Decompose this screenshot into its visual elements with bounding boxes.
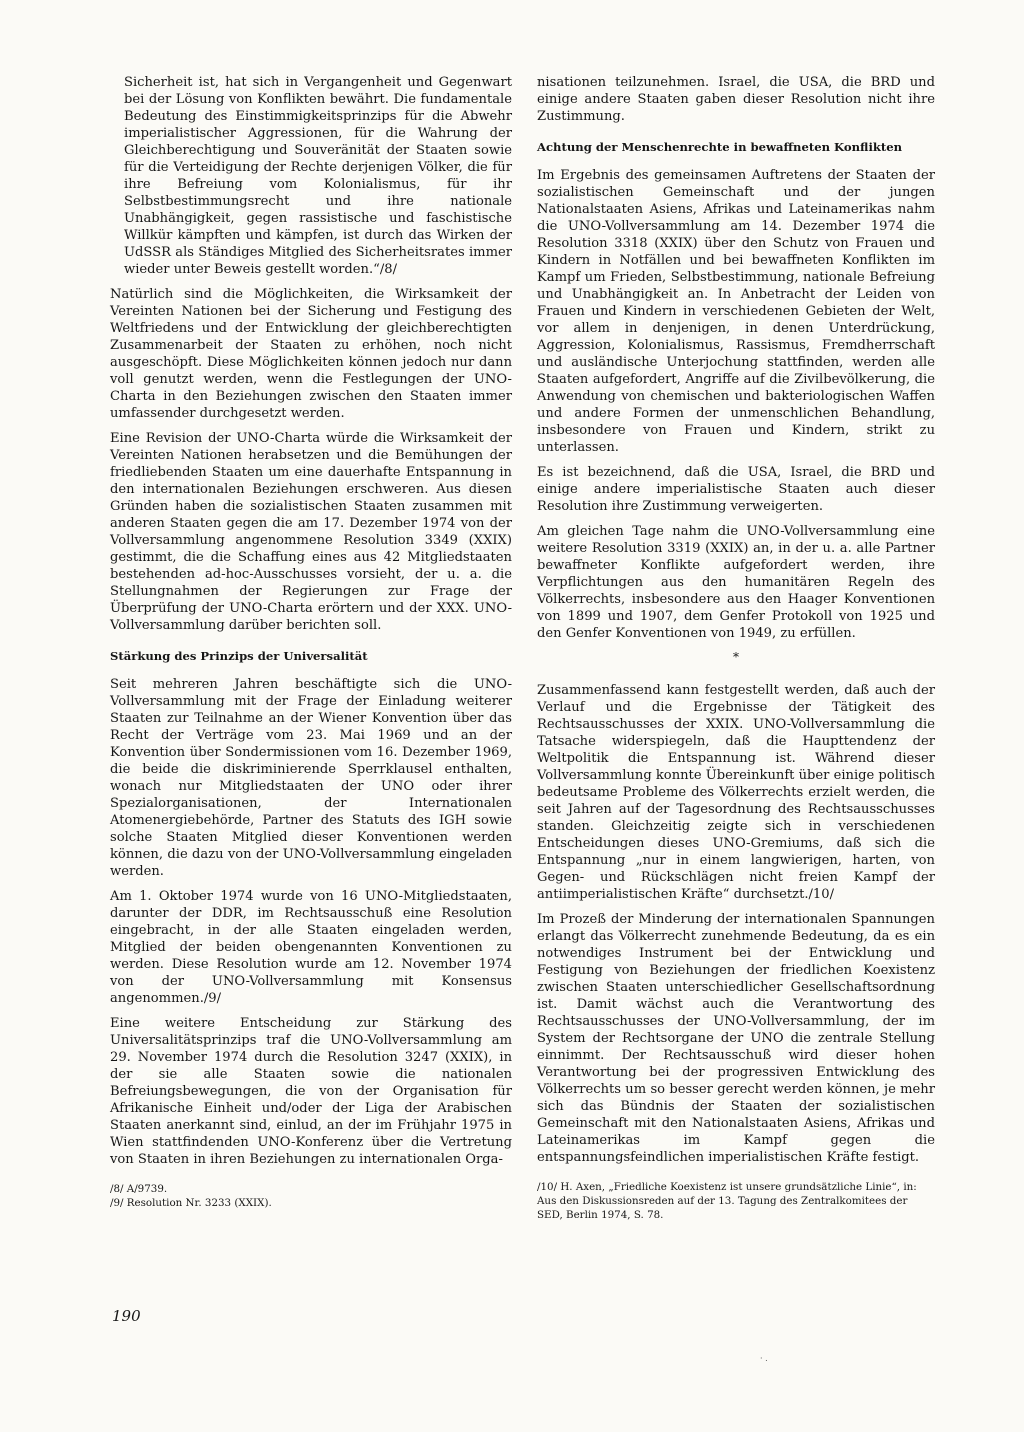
paragraph-quote-continuation: Sicherheit ist, hat sich in Vergangenheit und Gegenwart bei der Lösung von Konflikten bewährt. Die fundamentale Bedeutung des Einstimmigkeitsprinzips für die Abwehr imperialistischer Aggressionen, für die Wahrung der Gleichberechtigung und Souveränität der Staaten sowie für die Verteidigung der Rechte derjenigen Völker, die für ihre Befreiung vom Kolonialismus, für ihr Selbstbestimmungsrecht und ihre nationale Unabhängigkeit, gegen rassistische und faschistische Willkür kämpften und kämpfen, ist durch das Wirken der UdSSR als Ständiges Mitglied des Sicherheitsrates immer wieder unter Beweis gestellt worden.“/8/ bbox=[124, 75, 512, 277]
scan-speck: · . bbox=[760, 1354, 768, 1363]
paragraph: Am 1. Oktober 1974 wurde von 16 UNO-Mitgliedstaaten, darunter der DDR, im Rechtsausschuß eine Resolution eingebracht, in der alle Staaten eingeladen werden, Mitglied der beiden obengenannten Konventionen zu werden. Diese Resolution wurde am 12. November 1974 von der UNO-Vollversammlung mit Konsensus angenommen./9/ bbox=[110, 889, 512, 1006]
paragraph: Am gleichen Tage nahm die UNO-Vollversammlung eine weitere Resolution 3319 (XXIX) an, in der u. a. alle Partner bewaffneter Konflikte aufgefordert werden, ihre Verpflichtungen aus den humanitären Regeln des Völkerrechts, insbesondere aus den Haager Konventionen von 1899 und 1907, dem Genfer Protokoll von 1925 und den Genfer Konventionen von 1949, zu erfüllen. bbox=[537, 524, 935, 641]
paragraph: Zusammenfassend kann festgestellt werden, daß auch der Verlauf und die Ergebnisse der Tätigkeit des Rechtsausschusses der XXIX. UNO-Vollversammlung die Tatsache widerspiegeln, daß die Haupttendenz der Weltpolitik die Entspannung ist. Während dieser Vollversammlung konnte Übereinkunft über einige politisch bedeutsame Probleme des Völkerrechts erzielt werden, die seit Jahren auf der Tagesordnung des Rechtsausschusses standen. Gleichzeitig zeigte sich in verschiedenen Entscheidungen dieses UNO-Gremiums, daß sich die Entspannung „nur in einem langwierigen, harten, von Gegen- und Rückschlägen nicht freien Kampf der antiimperialistischen Kräfte“ durchsetzt./10/ bbox=[537, 683, 936, 902]
right-column bbox=[537, 74, 935, 1222]
footnote-9: /9/ Resolution Nr. 3233 (XXIX). bbox=[110, 1197, 272, 1209]
page-number: 190 bbox=[112, 1307, 141, 1325]
paragraph: Eine weitere Entscheidung zur Stärkung des Universalitätsprinzips traf die UNO-Vollversammlung am 29. November 1974 durch die Resolution 3247 (XXIX), in der sie alle Staaten sowie die nationalen Befreiungsbewegungen, die von der Organisation für Afrikanische Einheit und/oder der Liga der Arabischen Staaten anerkannt sind, einlud, an der im Frühjahr 1975 in Wien stattfindenden UNO-Konferenz über die Vertretung von Staaten in ihren Beziehungen zu internationalen Orga- bbox=[110, 1016, 512, 1167]
paragraph-continuation: nisationen teilzunehmen. Israel, die USA, die BRD und einige andere Staaten gaben dieser Resolution nicht ihre Zustimmung. bbox=[537, 75, 935, 124]
section-separator: * bbox=[733, 650, 739, 664]
paragraph: Im Ergebnis des gemeinsamen Auftretens der Staaten der sozialistischen Gemeinschaft und der jungen Nationalstaaten Asiens, Afrikas und Lateinamerikas nahm die UNO-Vollversammlung am 14. Dezember 1974 die Resolution 3318 (XXIX) über den Schutz von Frauen und Kindern in Notfällen und bei bewaffneten Konflikten im Kampf um Frieden, Selbstbestimmung, nationale Befreiung und Unabhängigkeit an. In Anbetracht der Leiden von Frauen und Kindern in verschiedenen Gebieten der Welt, vor allem in denjenigen, in denen Unterdrückung, Aggression, Kolonialismus, Rassismus, Fremdherrschaft und ausländische Unterjochung stattfinden, werden alle Staaten aufgefordert, Angriffe auf die Zivilbevölkerung, die Anwendung von chemischen und bakteriologischen Waffen und andere Formen der unmenschlichen Behandlung, insbesondere von Frauen und Kindern, strikt zu unterlassen. bbox=[537, 168, 935, 455]
paragraph: Seit mehreren Jahren beschäftigte sich die UNO-Vollversammlung mit der Frage der Einladung weiterer Staaten zur Teilnahme an der Wiener Konvention über das Recht der Verträge vom 23. Mai 1969 und an der Konvention über Sondermissionen vom 16. Dezember 1969, die beide die diskriminierende Sperrklausel enthalten, wonach nur Mitgliedstaaten der UNO oder ihrer Spezialorganisationen, der Internationalen Atomenergiebehörde, Partner des Statuts des IGH sowie solche Staaten Mitglied dieser Konventionen werden können, die dazu von der UNO-Vollversammlung eingeladen werden. bbox=[110, 677, 512, 879]
paragraph: Natürlich sind die Möglichkeiten, die Wirksamkeit der Vereinten Nationen bei der Sicherung und Festigung des Weltfriedens und der Entwicklung der gleichberechtigten Zusammenarbeit der Staaten zu erhöhen, noch nicht ausgeschöpft. Diese Möglichkeiten können jedoch nur dann voll genutzt werden, wenn die Festlegungen der UNO-Charta in den Beziehungen zwischen den Staaten immer umfassender durchgesetzt werden. bbox=[110, 287, 512, 421]
paragraph: Eine Revision der UNO-Charta würde die Wirksamkeit der Vereinten Nationen herabsetzen und die Bemühungen der friedliebenden Staaten um eine dauerhafte Entspannung in den internationalen Beziehungen erschweren. Aus diesen Gründen haben die sozialistischen Staaten zusammen mit anderen Staaten gegen die am 17. Dezember 1974 von der Vollversammlung angenommene Resolution 3349 (XXIX) gestimmt, die die Schaffung eines aus 42 Mitgliedstaaten bestehenden ad-hoc-Ausschusses vorsieht, der u. a. die Stellungnahmen der Regierungen zur Frage der Überprüfung der UNO-Charta erörtern und der XXX. UNO-Vollversammlung darüber berichten soll. bbox=[110, 431, 512, 633]
section-heading-universality: Stärkung des Prinzips der Universalität bbox=[110, 649, 368, 663]
paragraph: Es ist bezeichnend, daß die USA, Israel, die BRD und einige andere imperialistische Staaten auch dieser Resolution ihre Zustimmung verweigerten. bbox=[537, 465, 935, 514]
paragraph: Im Prozeß der Minderung der internationalen Spannungen erlangt das Völkerrecht zunehmende Bedeutung, da es ein notwendiges Instrument bei der Entwicklung und Festigung von Beziehungen der friedlichen Koexistenz zwischen Staaten unterschiedlicher Gesellschaftsordnung ist. Damit wächst auch die Verantwortung des Rechtsausschusses der UNO-Vollversammlung, der im System der Rechtsorgane der UNO die zentrale Stellung einnimmt. Der Rechtsausschuß wird dieser hohen Verantwortung bei der progressiven Entwicklung des Völkerrechts um so besser gerecht werden können, je mehr sich das Bündnis der Staaten der sozialistischen Gemeinschaft mit den Nationalstaaten Asiens, Afrikas und Lateinamerikas im Kampf gegen die entspannungsfeindlichen imperialistischen Kräfte festigt. bbox=[537, 912, 935, 1165]
section-heading-human-rights: Achtung der Menschenrechte in bewaffneten Konflikten bbox=[537, 140, 903, 154]
footnote-10: /10/ H. Axen, „Friedliche Koexistenz ist unsere grundsätzliche Linie“, in: Aus den Diskussionsreden auf der 13. Tagung des Zentralkomitees der SED, Berlin 1974, S. 78. bbox=[537, 1181, 917, 1221]
footnotes-right bbox=[537, 1180, 935, 1222]
footnote-8: /8/ A/9739. bbox=[110, 1183, 168, 1195]
left-column bbox=[110, 74, 512, 1210]
footnotes-left bbox=[110, 1182, 512, 1210]
